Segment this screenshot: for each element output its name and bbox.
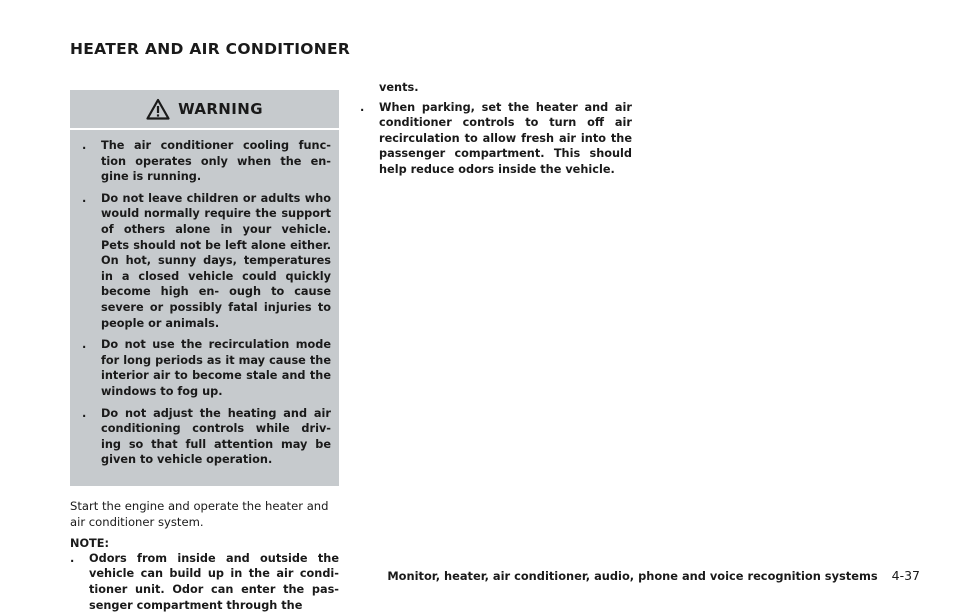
note-item-text: Odors from inside and outside the vehicle can build up in the air condi- tioner unit. Odor can enter the pas- senger compartment through the bbox=[89, 551, 339, 612]
warning-title: WARNING bbox=[178, 100, 263, 118]
note-item bbox=[70, 551, 339, 613]
warning-list bbox=[70, 130, 339, 468]
warning-item bbox=[82, 191, 331, 331]
warning-triangle-icon bbox=[146, 98, 170, 120]
note-item bbox=[360, 100, 632, 178]
warning-item bbox=[82, 138, 331, 185]
warning-header bbox=[70, 90, 339, 130]
warning-item-text: Do not adjust the heating and air conditioning controls while driv- ing so that full attention may be given to vehicle operation. bbox=[101, 406, 331, 467]
footer-chapter-title: Monitor, heater, air conditioner, audio, phone and voice recognition systems bbox=[387, 569, 878, 583]
page-footer bbox=[387, 568, 920, 583]
warning-item-text: Do not leave children or adults who would normally require the support of others alone in your vehicle. Pets should not be left alone either. On hot, sunny days, temperatures in a closed vehicle could quickly become high en- ough to cause severe or possibly fatal injuries to people or animals. bbox=[101, 191, 331, 330]
page-number: 4-37 bbox=[891, 568, 920, 583]
bullet: . bbox=[360, 100, 365, 114]
bullet: . bbox=[82, 139, 87, 152]
warning-box bbox=[70, 90, 339, 486]
warning-item bbox=[82, 406, 331, 468]
section-title: HEATER AND AIR CONDITIONER bbox=[70, 40, 351, 58]
bullet: . bbox=[82, 406, 87, 420]
bullet: . bbox=[70, 551, 75, 565]
bullet: . bbox=[82, 191, 87, 205]
intro-paragraph: Start the engine and operate the heater and air conditioner system. bbox=[70, 498, 329, 529]
warning-item bbox=[82, 337, 331, 399]
left-column bbox=[70, 90, 339, 613]
warning-item-text: Do not use the recirculation mode for long periods as it may cause the interior air to become stale and the windows to fog up. bbox=[101, 338, 331, 398]
note-continued-text: vents. bbox=[379, 81, 419, 94]
note-item-text: When parking, set the heater and air conditioner controls to turn off air recirculation to allow fresh air into the passenger compartment. This should help reduce odors inside the vehicle. bbox=[379, 100, 632, 176]
note-label: NOTE: bbox=[70, 536, 109, 550]
warning-item-text: The air conditioner cooling func- tion operates only when the en- gine is running. bbox=[101, 139, 331, 184]
bullet: . bbox=[82, 338, 87, 352]
right-column bbox=[360, 80, 632, 178]
